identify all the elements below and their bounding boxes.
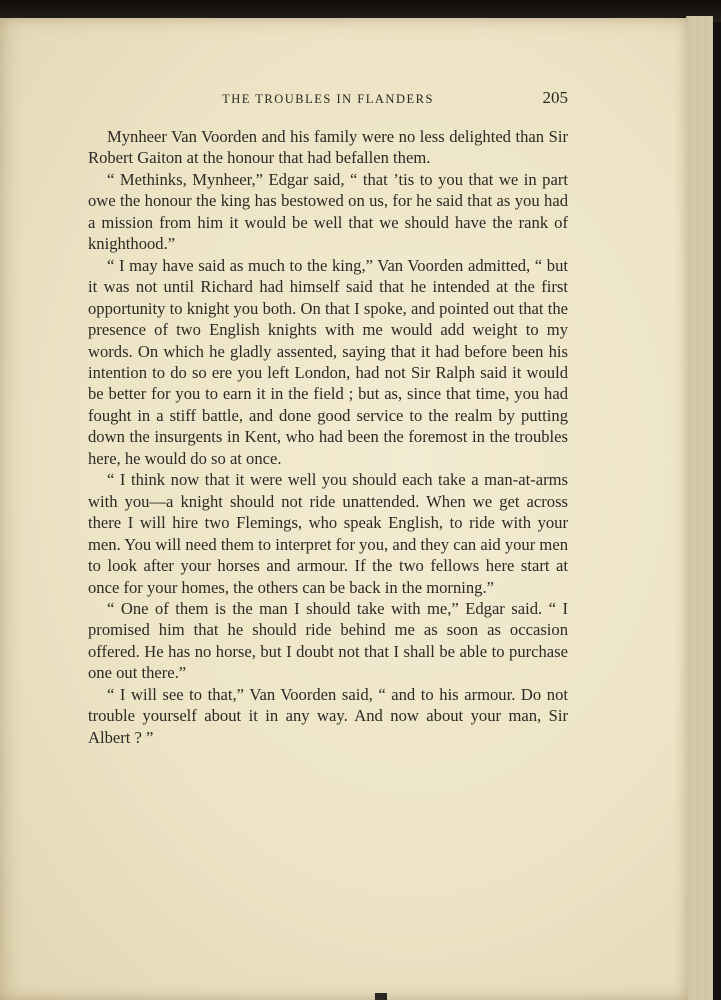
paragraph: “ I will see to that,” Van Voorden said, “ and to his armour. Do not trouble yourself about it in any way. And now about your man, Sir Albert ? ”	[88, 684, 568, 747]
paragraph: “ I think now that it were well you should each take a man-at-arms with you—a knight should not ride unattended. When we get across there I will hire two Flemings, who speak English, to ride with your men. You will need them to interpret for you, and they can aid your men to look after your horses and armour. If the two fellows here start at once for your homes, the others can be back in the morning.”	[88, 470, 568, 597]
paragraph: “ One of them is the man I should take with me,” Edgar said. “ I promised him that he should ride behind me as soon as occasion offered. He has no horse, but I doubt not that I shall be able to purchase one out there.”	[88, 598, 568, 683]
paragraph: “ I may have said as much to the king,” Van Voorden admitted, “ but it was not until Richard had himself said that he intended at the first opportunity to knight you both. On that I spoke, and pointed out that the presence of two English knights with me would add weight to my words. On which he gladly assented, saying that it had before been his intention to do so ere you left London, had not Sir Ralph said it would be better for you to earn it in the field ; but as, since that time, you had fought in a stiff battle, and done good service to the realm by putting down the insurgents in Kent, who had been the foremost in the troubles here, he would do so at once.	[88, 255, 568, 468]
running-head-title: THE TROUBLES IN FLANDERS	[222, 92, 434, 106]
body-text	[88, 126, 568, 748]
paragraph: Mynheer Van Voorden and his family were no less delighted than Sir Robert Gaiton at the honour that had befallen them.	[88, 127, 568, 168]
running-head	[88, 90, 568, 110]
page-edges	[686, 16, 713, 1000]
scan-artifact	[375, 993, 387, 1000]
paragraph: “ Methinks, Mynheer,” Edgar said, “ that ’tis to you that we in part owe the honour the king has bestowed on us, for he said that as you had a mission from him it would be well that we should have the rank of knighthood.”	[88, 169, 568, 254]
page-number: 205	[542, 88, 568, 107]
